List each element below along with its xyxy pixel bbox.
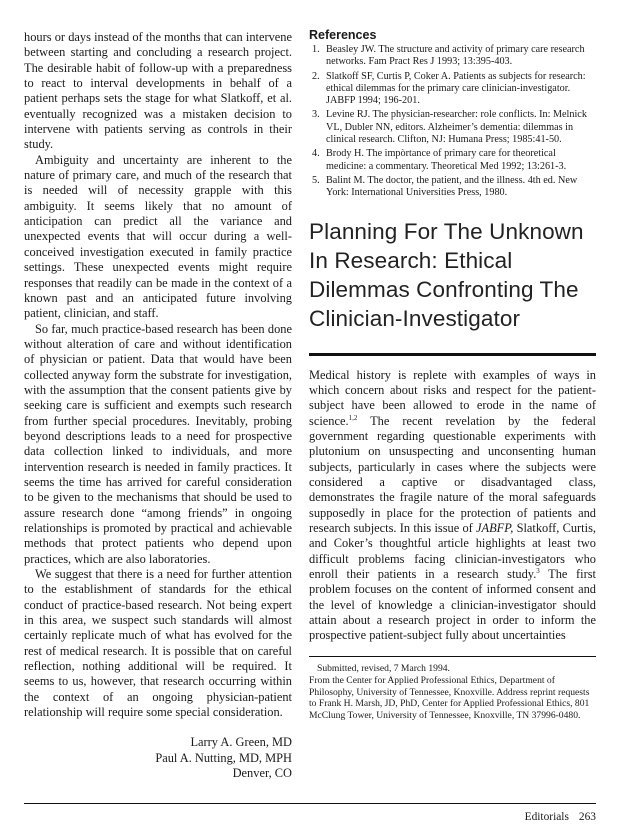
author-1: Larry A. Green, MD (190, 735, 292, 750)
left-column (24, 30, 292, 782)
author-location: Denver, CO (232, 766, 292, 781)
page-footer (525, 811, 596, 823)
abstract-part-d: The first problem focuses on the content of informed consent and the level of knowledge a clinician-investigator should attain about a research project in order to inform the prospective patient-subject fully about uncertainties (309, 567, 596, 643)
reference-number: 1. (312, 44, 320, 55)
citation-superscript: 1,2 (348, 413, 358, 422)
affiliation-note: From the Center for Applied Professional Ethics, Department of Philosophy, University of Tennessee, Knoxville. Address reprint requests to Frank H. Marsh, JD, PhD, Center for Applied Professional Ethics, 801 McClung Tower, University of Tennessee, Knoxville, TN 37996-0480. (309, 674, 590, 721)
left-paragraph-3: So far, much practice-based research has been done without alteration of care and without identification of physician or patient. Data that would have been collected anyway form the substrate for investigation, with the assumption that the consent patients give by seeking care is sufficient and exempts such research from further special procedures. Inevitably, probing beyond descriptions leads to a need for prospective data collection linked to individuals, and more intervention research is needed in family practices. It seems the time has arrived for careful consideration to be given to the mechanisms that should be used to assure research done “among friends” in ongoing relationships is promoted by practical and achievable methods that protect patients who depend upon practices, which are also laboratories. (24, 321, 292, 566)
reference-number: 3. (312, 109, 320, 121)
reference-text: Beasley JW. The structure and activity of primary care research networks. Fam Pract Res J 1993; 13:395-403. (326, 44, 585, 68)
page-number: 263 (578, 811, 596, 823)
left-paragraph-4: We suggest that there is a need for further attention to the establishment of standards for the ethical conduct of practice-based research. Not being expert in this area, we suspect such standards will almost certainly replicate much of what has evolved for the rest of medical research. It is possible that on careful reflection, nothing additional will be required. It seems to us, however, that research occurring within the context of an ongoing physician-patient relationship will require some special consideration. (24, 567, 292, 720)
article-abstract (309, 368, 596, 644)
section-name: Editorials (524, 811, 569, 823)
reference-number: 4. (312, 148, 320, 160)
reference-item (309, 71, 596, 108)
author-2: Paul A. Nutting, MD, MPH (155, 750, 292, 765)
right-column (309, 28, 596, 722)
reference-text: Levine RJ. The physician-researcher: role conflicts. In: Melnick VL, Dubler NN, editors. Alzheimer’s dementia: dilemmas in clinical research. Clifton, NJ: Humana Press; 1985:41-50. (326, 109, 587, 146)
title-divider (309, 353, 596, 356)
abstract-part-a: Medical history is replete with examples of ways in which concern about risks and respect for the patient-subject have been allowed to erode in the name of science. (309, 367, 596, 428)
reference-item (309, 148, 596, 173)
reference-item (309, 44, 596, 69)
reference-number: 2. (312, 70, 320, 82)
reference-number: 5. (312, 174, 320, 186)
reference-item (309, 109, 596, 146)
references-list (309, 44, 596, 200)
article-title: Planning For The Unknown In Research: Ethical Dilemmas Confronting The Clinician-Investigator (309, 218, 584, 331)
reference-item (309, 175, 596, 200)
left-paragraph-1: hours or days instead of the months that can intervene between starting and concluding a research project. The desirable habit of follow-up with a preparedness to react to interval developments in behalf of a patient perhaps sets the stage for what Slatkoff, et al. eventually recognized was a mistaken decision to intervene with patients serving as controls in their study. (24, 30, 292, 152)
submitted-note: Submitted, revised, 7 March 1994. (317, 663, 450, 675)
references-heading: References (309, 28, 377, 42)
abstract-part-b: The recent revelation by the federal government regarding questionable experiments with plutonium on unsuspecting and unconsenting human subjects, particularly in cases where the subjects were considered a captive or disadvantaged class, demonstrates the fragile nature of the moral safeguards supposedly in place for the protection of patients and research subjects. In this issue of (309, 413, 596, 535)
reference-text: Slatkoff SF, Curtis P, Coker A. Patients as subjects for research: ethical dilemmas for the primary care clinician-investigator. JABFP 1994; 196-201. (326, 70, 586, 107)
footnote-divider (309, 656, 596, 657)
citation-superscript: 3 (536, 566, 540, 575)
author-signature (24, 735, 292, 782)
abstract-part-c: Slatkoff, Curtis, and Coker’s thoughtful article highlights at least two difficult problems facing clinician-investigators who enroll their patients in a research study. (309, 521, 596, 582)
page-bottom-divider (24, 803, 596, 804)
article-footnote (309, 663, 596, 722)
left-paragraph-2: Ambiguity and uncertainty are inherent to the nature of primary care, and much of the research that is needed will of necessity grapple with this ambiguity. It seems likely that no amount of anticipation can predict all the variance and unexpected events that will occur during a well-conceived investigation executed in family practice settings. These unexpected events might require responses that readily can be made in the context of a known past and an anticipated future involving patient, clinician, and staff. (24, 152, 292, 321)
reference-text: Balint M. The doctor, the patient, and the illness. 4th ed. New York: International Universities Press, 1980. (326, 174, 578, 199)
journal-name: JABFP, (476, 521, 514, 535)
reference-text: Brody H. The impòrtance of primary care for theoretical medicine: a commentary. Theoretical Med 1992; 13:261-3. (326, 148, 567, 172)
